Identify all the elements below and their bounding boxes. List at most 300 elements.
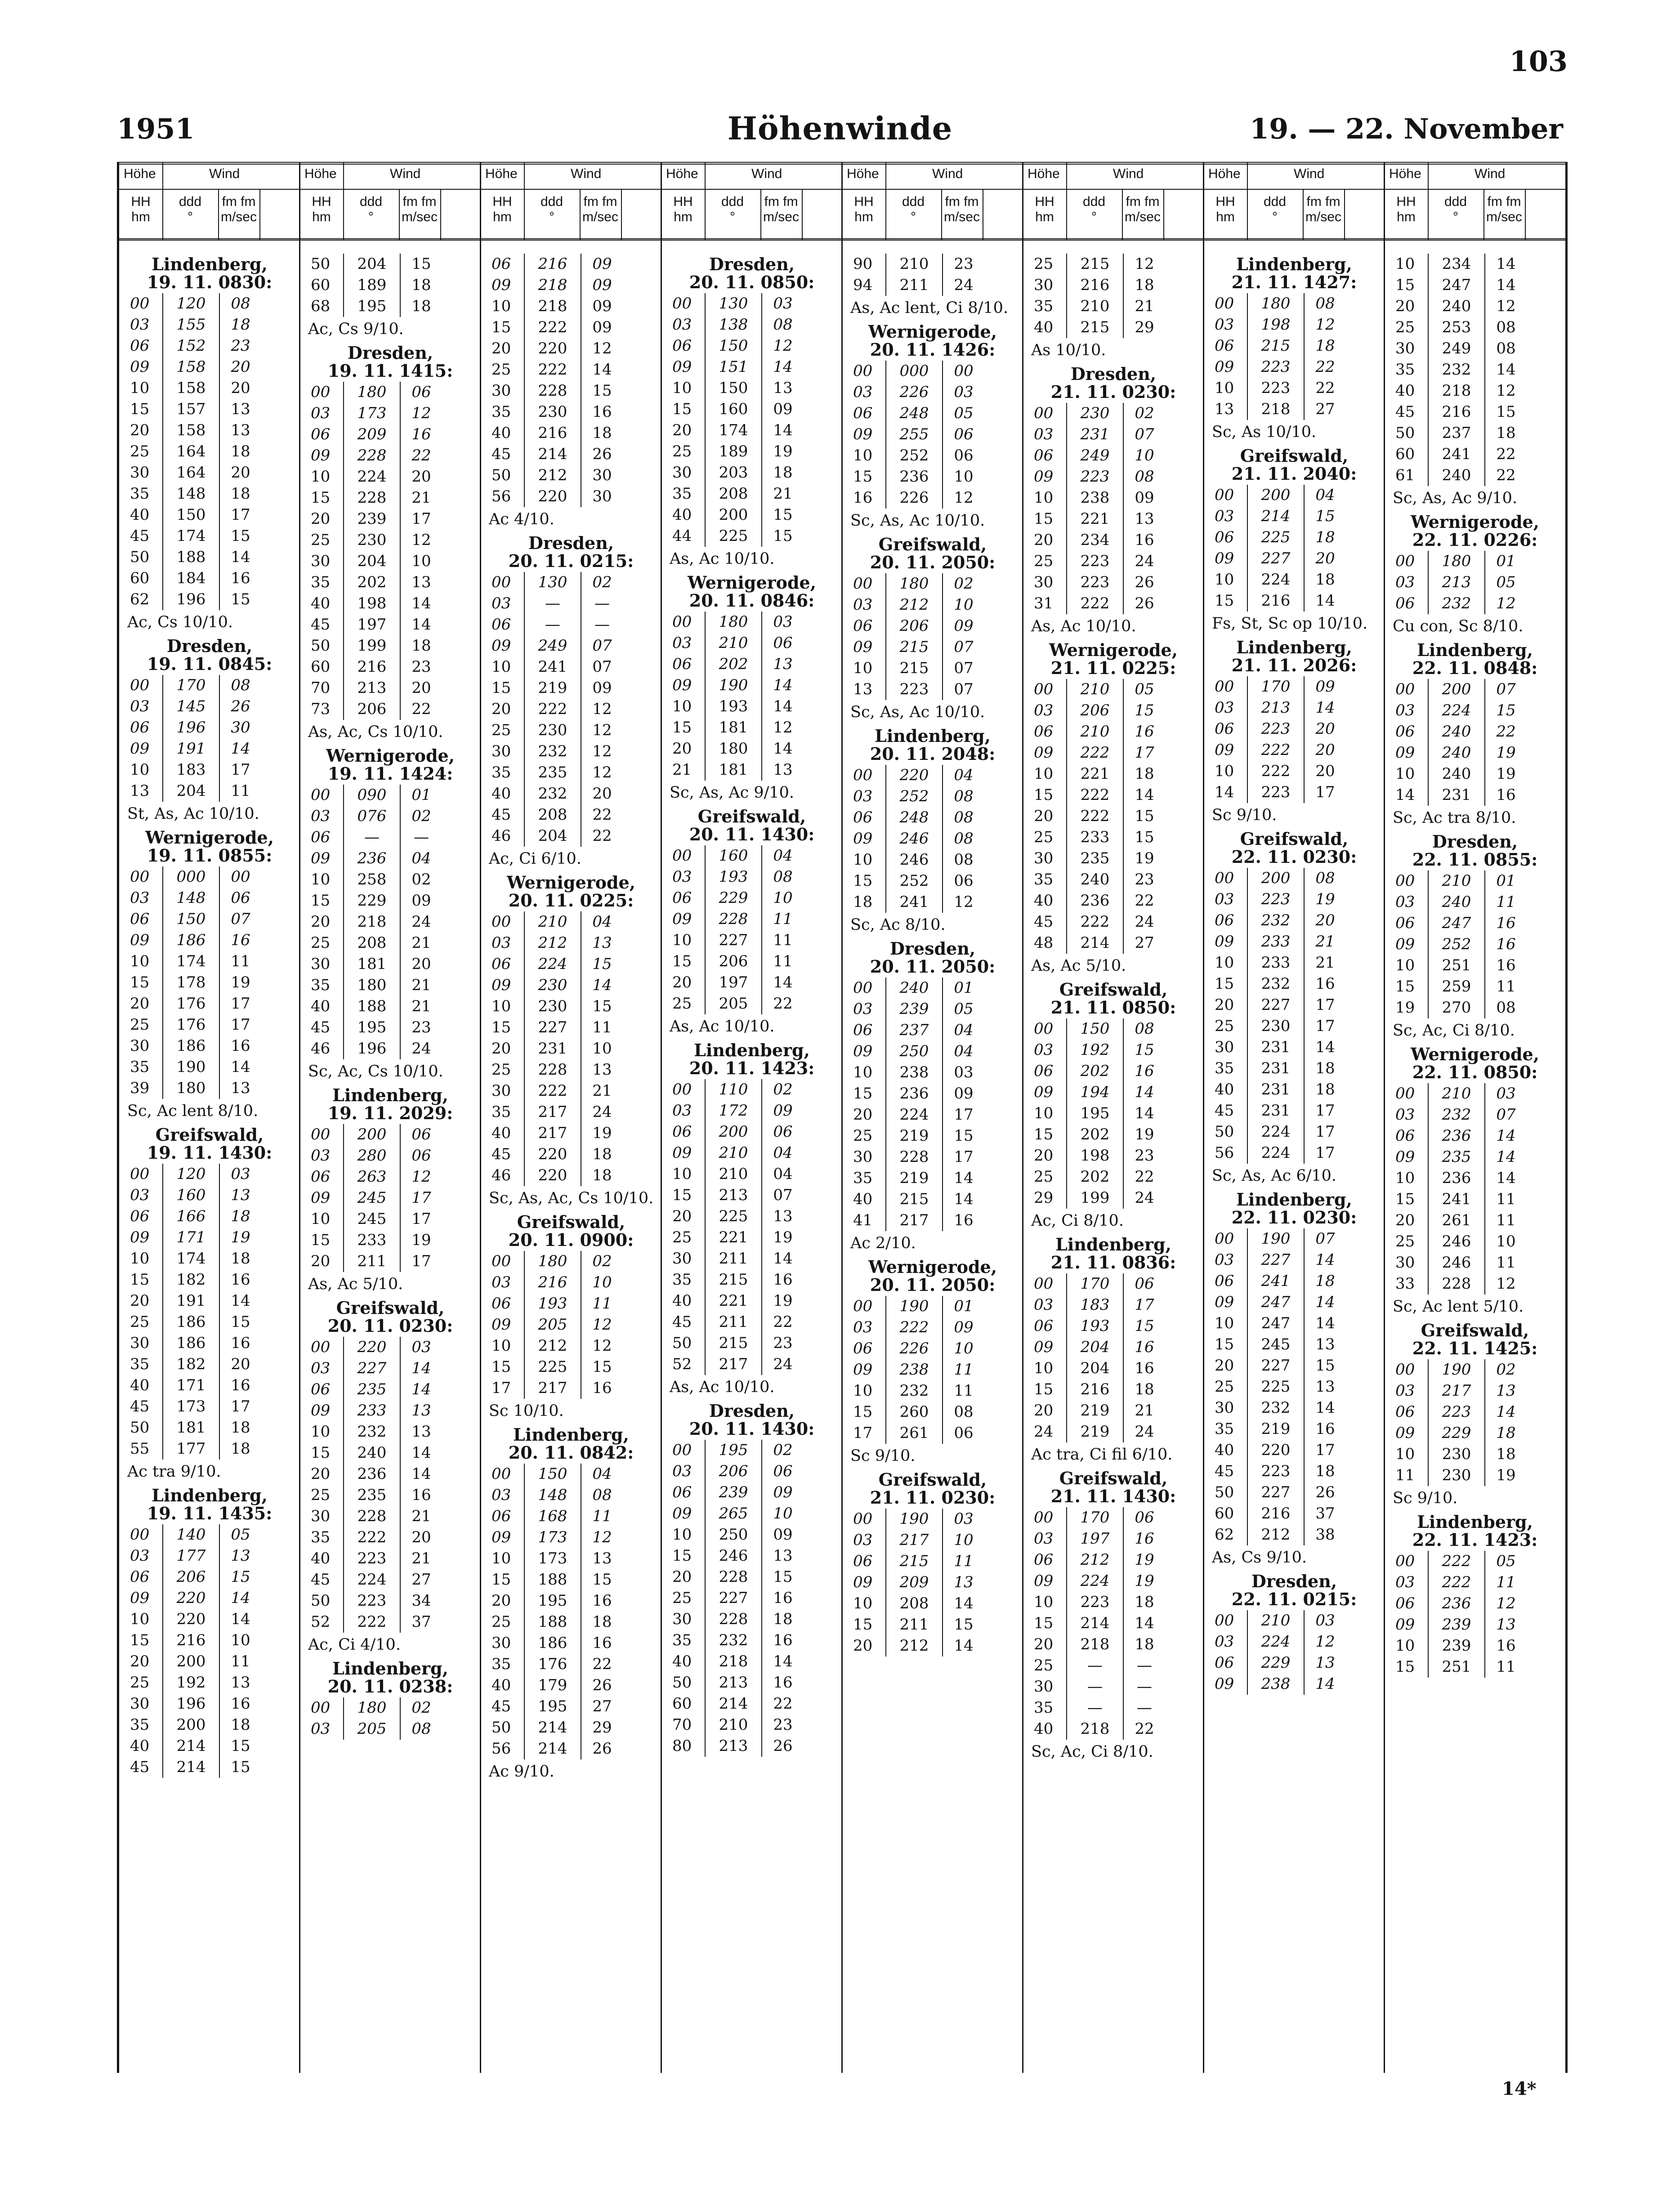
speed-cell: 20 <box>411 1528 431 1546</box>
direction-cell: 210 <box>1066 296 1124 317</box>
height-cell: 40 <box>672 506 692 524</box>
table-row <box>300 1251 481 1272</box>
direction-cell: 211 <box>705 1248 762 1269</box>
speed-cell: 22 <box>1315 379 1335 397</box>
table-row <box>481 1378 661 1399</box>
speed-cell: 16 <box>1135 1530 1154 1548</box>
table-row <box>1385 934 1565 955</box>
speed-cell: 15 <box>231 527 250 545</box>
table-row <box>842 1423 1023 1444</box>
station-name: Dresden, <box>1070 364 1157 384</box>
table-row <box>1204 293 1385 314</box>
header-ddd: ddd <box>902 194 925 209</box>
table-column <box>842 162 1023 2073</box>
direction-cell: 200 <box>1247 868 1305 889</box>
station-heading <box>1023 981 1204 1017</box>
table-row <box>661 909 842 930</box>
direction-cell: 210 <box>885 254 943 275</box>
direction-cell: 197 <box>343 614 401 635</box>
height-cell: 06 <box>130 1568 150 1586</box>
station-heading <box>1023 1236 1204 1272</box>
table-row <box>119 1014 300 1036</box>
height-cell: 30 <box>491 742 511 760</box>
header-hh: HH <box>854 194 874 209</box>
height-cell: 06 <box>130 1207 150 1225</box>
table-row <box>1204 910 1385 931</box>
table-row <box>842 1083 1023 1104</box>
height-cell: 15 <box>1034 1380 1054 1398</box>
header-hm: hm <box>312 210 331 224</box>
speed-cell: 17 <box>231 1397 250 1415</box>
table-row <box>1204 1419 1385 1440</box>
height-cell: 20 <box>1395 1211 1415 1229</box>
direction-cell: 218 <box>343 911 401 933</box>
height-cell: 15 <box>491 1571 511 1589</box>
height-cell: 03 <box>1395 1382 1415 1400</box>
table-row <box>119 1290 300 1312</box>
speed-cell: 14 <box>1315 1314 1335 1332</box>
table-row <box>300 551 481 572</box>
direction-cell: 205 <box>343 1719 401 1740</box>
direction-cell: 246 <box>705 1545 762 1567</box>
header-ms: m/sec <box>1486 210 1522 224</box>
table-row <box>1023 1145 1204 1166</box>
direction-cell: 191 <box>162 738 220 759</box>
table-row <box>842 679 1023 700</box>
speed-cell: 16 <box>1135 1359 1154 1377</box>
observation-list <box>1385 254 1565 486</box>
height-cell: 35 <box>1034 871 1054 888</box>
speed-cell: 22 <box>1496 723 1516 741</box>
speed-cell: 03 <box>773 295 793 313</box>
header-hm: hm <box>854 210 873 224</box>
table-row <box>481 720 661 741</box>
station-name: Lindenberg, <box>1055 1234 1171 1255</box>
height-cell: 10 <box>853 1382 873 1400</box>
height-cell: 09 <box>853 1573 873 1591</box>
direction-cell: 178 <box>162 972 220 993</box>
speed-cell: 37 <box>411 1613 431 1631</box>
direction-cell: 208 <box>343 933 401 954</box>
observation-list <box>481 1251 661 1399</box>
speed-cell: 17 <box>1315 1441 1335 1459</box>
height-cell: 03 <box>311 807 331 825</box>
height-cell: 15 <box>130 400 150 418</box>
height-cell: 30 <box>672 464 692 482</box>
column-body <box>119 252 300 2073</box>
height-cell: 40 <box>130 506 150 524</box>
height-cell: 10 <box>672 1526 692 1544</box>
table-row <box>1204 889 1385 910</box>
height-cell: 09 <box>853 425 873 443</box>
table-row <box>661 888 842 909</box>
table-row <box>661 1269 842 1290</box>
speed-cell: 23 <box>1135 871 1154 888</box>
speed-cell: 06 <box>231 889 250 907</box>
speed-cell: 14 <box>411 616 431 634</box>
header-hm: hm <box>674 210 693 224</box>
speed-cell: 18 <box>1496 424 1516 442</box>
height-cell: 25 <box>311 1486 331 1504</box>
height-cell: 06 <box>491 955 511 973</box>
direction-cell: 160 <box>162 1185 220 1206</box>
speed-cell: 07 <box>1135 425 1154 443</box>
height-cell: 50 <box>1215 1483 1234 1501</box>
direction-cell: 221 <box>1066 509 1124 530</box>
speed-cell: 18 <box>231 1419 250 1437</box>
direction-cell: 190 <box>162 1057 220 1078</box>
height-cell: 03 <box>1395 893 1415 911</box>
observation-list <box>1204 868 1385 1164</box>
station-date-time: 21. 11. 1427: <box>1231 272 1357 292</box>
height-cell: 03 <box>130 889 150 907</box>
speed-cell: 17 <box>1315 1144 1335 1162</box>
header-wind: Wind <box>1113 166 1144 181</box>
station-name: Wernigerode, <box>868 1257 997 1277</box>
speed-cell: 07 <box>1315 1230 1335 1248</box>
table-row <box>300 1230 481 1251</box>
table-row <box>1023 1634 1204 1655</box>
height-cell: 10 <box>853 659 873 677</box>
height-cell: 03 <box>1034 701 1054 719</box>
direction-cell: 260 <box>885 1402 943 1423</box>
table-row <box>1385 1572 1565 1593</box>
height-cell: 35 <box>311 573 331 591</box>
height-cell: 50 <box>311 255 331 273</box>
direction-cell: 209 <box>343 424 401 445</box>
height-cell: 03 <box>311 404 331 422</box>
direction-cell: 186 <box>162 930 220 951</box>
height-cell: 10 <box>311 468 331 486</box>
speed-cell: 19 <box>1135 1551 1154 1569</box>
direction-cell: 212 <box>1066 1549 1124 1571</box>
speed-cell: 30 <box>592 487 612 505</box>
station-heading <box>661 1402 842 1438</box>
height-cell: 00 <box>1215 486 1234 504</box>
station-name: Wernigerode, <box>688 572 816 593</box>
direction-cell: 000 <box>885 361 943 382</box>
header-dates: 19. — 22. November <box>1249 112 1563 145</box>
station-name: Lindenberg, <box>1236 254 1352 274</box>
header-ms: m/sec <box>1124 210 1161 224</box>
table-row <box>481 1612 661 1633</box>
speed-cell: 18 <box>1135 1635 1154 1653</box>
speed-cell: 13 <box>1496 1616 1516 1634</box>
speed-cell: 18 <box>773 464 793 482</box>
speed-cell: 12 <box>1315 1633 1335 1651</box>
speed-cell: 20 <box>411 468 431 486</box>
table-row <box>119 1651 300 1672</box>
table-row <box>842 1572 1023 1593</box>
speed-cell: 18 <box>1315 571 1335 589</box>
direction-cell: 227 <box>1247 1250 1305 1271</box>
speed-cell: 18 <box>411 297 431 315</box>
table-row <box>119 1736 300 1757</box>
direction-cell: 210 <box>1247 1610 1305 1631</box>
height-cell: 40 <box>1215 1080 1234 1098</box>
speed-cell: 01 <box>954 979 974 997</box>
direction-cell: 212 <box>885 594 943 616</box>
header-ff: fm fm <box>402 194 437 209</box>
direction-cell: 250 <box>885 1041 943 1062</box>
speed-cell: 13 <box>231 1547 250 1565</box>
speed-cell: 18 <box>231 1250 250 1268</box>
header-wind: Wind <box>1294 166 1325 181</box>
table-row <box>481 741 661 762</box>
direction-cell: 215 <box>885 1189 943 1210</box>
direction-cell: 173 <box>343 403 401 424</box>
table-row <box>661 378 842 399</box>
station-heading <box>1023 365 1204 401</box>
speed-cell: 26 <box>1315 1483 1335 1501</box>
speed-cell: 11 <box>773 952 793 970</box>
station-date-time: 19. 11. 1435: <box>147 1503 273 1523</box>
cloud-note: As, Ac 10/10. <box>670 1018 775 1036</box>
height-cell: 48 <box>1034 934 1054 952</box>
speed-cell: 06 <box>773 1462 793 1480</box>
table-row <box>300 954 481 975</box>
height-cell: 20 <box>491 339 511 357</box>
speed-cell: 19 <box>1496 765 1516 783</box>
speed-cell: 11 <box>954 1382 974 1400</box>
direction-cell: 247 <box>1247 1292 1305 1313</box>
direction-cell: 251 <box>1428 955 1485 976</box>
height-cell: 20 <box>672 421 692 439</box>
speed-cell: 07 <box>592 637 612 655</box>
direction-cell: 221 <box>705 1227 762 1248</box>
speed-cell: 12 <box>592 1316 612 1334</box>
height-cell: 35 <box>672 1631 692 1649</box>
direction-cell: 210 <box>524 911 581 933</box>
direction-cell: 225 <box>524 1357 581 1378</box>
height-cell: 06 <box>1034 723 1054 741</box>
speed-cell: 10 <box>954 1531 974 1549</box>
direction-cell: 110 <box>705 1079 762 1100</box>
speed-cell: 19 <box>1496 1466 1516 1484</box>
direction-cell: 204 <box>1066 1337 1124 1358</box>
speed-cell: 16 <box>773 1271 793 1289</box>
speed-cell: 16 <box>592 1379 612 1397</box>
direction-cell: 217 <box>885 1210 943 1231</box>
height-cell: 00 <box>130 1165 150 1183</box>
cloud-note: As, Ac lent, Ci 8/10. <box>850 299 1009 317</box>
station-heading <box>1385 641 1565 677</box>
direction-cell: 214 <box>162 1757 220 1778</box>
height-cell: 50 <box>130 1419 150 1437</box>
speed-cell: 18 <box>231 1716 250 1734</box>
speed-cell: 16 <box>231 931 250 949</box>
direction-cell: 258 <box>343 869 401 890</box>
table-row <box>661 1524 842 1545</box>
speed-cell: 16 <box>1496 786 1516 804</box>
height-cell: 25 <box>672 995 692 1013</box>
table-row <box>1204 697 1385 719</box>
speed-cell: 14 <box>592 976 612 994</box>
direction-cell: 222 <box>1247 761 1305 782</box>
table-row <box>1023 275 1204 296</box>
direction-cell: 188 <box>343 996 401 1017</box>
direction-cell: 215 <box>885 637 943 658</box>
height-cell: 03 <box>1034 1530 1054 1548</box>
speed-cell: 10 <box>411 552 431 570</box>
speed-cell: 14 <box>1315 699 1335 717</box>
speed-cell: 23 <box>231 337 250 355</box>
table-row <box>1023 1697 1204 1719</box>
station-name: Wernigerode, <box>507 872 635 893</box>
height-cell: 09 <box>672 1505 692 1522</box>
direction-cell: 222 <box>1428 1572 1485 1593</box>
speed-cell: 22 <box>592 827 612 845</box>
speed-cell: — <box>414 828 429 846</box>
table-row <box>119 1396 300 1417</box>
direction-cell: 224 <box>343 1569 401 1590</box>
direction-cell: 223 <box>1066 572 1124 593</box>
height-cell: 10 <box>491 658 511 676</box>
height-cell: 19 <box>1395 999 1415 1017</box>
direction-cell: 270 <box>1428 997 1485 1018</box>
direction-cell: 160 <box>705 399 762 420</box>
table-row <box>481 933 661 954</box>
height-cell: 30 <box>491 1634 511 1652</box>
height-cell: 40 <box>311 1549 331 1567</box>
table-row <box>1385 742 1565 763</box>
direction-cell: 223 <box>1428 1402 1485 1423</box>
observation-list <box>1385 871 1565 1018</box>
height-cell: 03 <box>311 1720 331 1738</box>
direction-cell: 151 <box>705 357 762 378</box>
direction-cell: 213 <box>1428 572 1485 593</box>
speed-cell: 02 <box>411 871 431 888</box>
speed-cell: 18 <box>1315 1272 1335 1290</box>
station-heading <box>1023 641 1204 677</box>
speed-cell: 11 <box>954 1552 974 1570</box>
station-name: Dresden, <box>709 254 795 274</box>
height-cell: 09 <box>1395 1616 1415 1634</box>
table-row <box>481 804 661 826</box>
height-cell: 13 <box>1215 400 1234 418</box>
height-cell: 40 <box>311 594 331 612</box>
speed-cell: 14 <box>231 1610 250 1628</box>
speed-cell: 12 <box>411 1168 431 1186</box>
direction-cell: 208 <box>705 483 762 505</box>
cloud-note: Sc, Ac, Ci 8/10. <box>1393 1022 1515 1040</box>
speed-cell: 26 <box>592 1740 612 1758</box>
speed-cell: 06 <box>954 446 974 464</box>
height-cell: 06 <box>1215 1654 1234 1672</box>
table-row <box>1023 1273 1204 1295</box>
table-column <box>481 162 661 2073</box>
station-date-time: 21. 11. 2026: <box>1231 655 1357 675</box>
table-row <box>842 1317 1023 1338</box>
observation-list <box>1204 1610 1385 1695</box>
table-row <box>481 1717 661 1738</box>
table-row <box>1385 275 1565 296</box>
height-cell: 10 <box>1215 379 1234 397</box>
height-cell: 09 <box>491 637 511 655</box>
table-row <box>1385 1444 1565 1465</box>
direction-cell: 200 <box>1428 679 1485 700</box>
height-cell: 30 <box>130 464 150 482</box>
table-row <box>1385 1593 1565 1614</box>
speed-cell: 16 <box>1496 1637 1516 1655</box>
height-cell: 45 <box>491 806 511 824</box>
speed-cell: 19 <box>1135 1125 1154 1143</box>
table-row <box>1204 1482 1385 1503</box>
table-row <box>661 357 842 378</box>
table-row <box>1023 1082 1204 1103</box>
direction-cell: 230 <box>1066 403 1124 424</box>
direction-cell: 206 <box>343 699 401 720</box>
direction-cell: 164 <box>162 462 220 483</box>
station-heading <box>842 1258 1023 1294</box>
height-cell: 30 <box>1215 1038 1234 1056</box>
station-heading <box>119 255 300 291</box>
table-row <box>1204 1121 1385 1143</box>
height-cell: 60 <box>311 276 331 294</box>
height-cell: 94 <box>853 276 873 294</box>
direction-cell: 202 <box>1066 1061 1124 1082</box>
direction-cell: 202 <box>343 572 401 593</box>
direction-cell: 216 <box>1066 1379 1124 1400</box>
direction-cell: 197 <box>1066 1528 1124 1549</box>
direction-cell: 222 <box>1428 1551 1485 1572</box>
station-heading <box>1385 513 1565 549</box>
speed-cell: 16 <box>231 569 250 587</box>
cloud-note: Sc, As, Ac 10/10. <box>850 512 985 530</box>
table-row <box>300 572 481 593</box>
table-row <box>481 975 661 996</box>
table-row <box>661 1440 842 1461</box>
direction-cell: 180 <box>705 738 762 759</box>
table-column <box>119 162 300 2073</box>
table-row <box>1385 1656 1565 1678</box>
direction-cell: 223 <box>1247 1461 1305 1482</box>
height-cell: 06 <box>672 1123 692 1141</box>
speed-cell: 22 <box>1496 445 1516 463</box>
direction-cell: 202 <box>705 654 762 675</box>
direction-cell: 232 <box>1247 973 1305 995</box>
speed-cell: 11 <box>954 1361 974 1379</box>
height-cell: 00 <box>1395 1085 1415 1103</box>
table-row <box>1385 1423 1565 1444</box>
height-cell: 10 <box>1034 1104 1054 1122</box>
speed-cell: 08 <box>1496 339 1516 357</box>
speed-cell: 13 <box>1315 1654 1335 1672</box>
direction-cell: 236 <box>343 1464 401 1485</box>
station-name: Lindenberg, <box>152 254 268 274</box>
header-ddd: ddd <box>1444 194 1467 209</box>
height-cell: 00 <box>1034 1275 1054 1293</box>
table-row <box>1204 1503 1385 1524</box>
speed-cell: 30 <box>592 466 612 484</box>
speed-cell: 19 <box>773 1228 793 1246</box>
direction-cell: 196 <box>162 589 220 610</box>
height-cell: 06 <box>491 616 511 634</box>
table-row <box>300 699 481 720</box>
table-row <box>481 1633 661 1654</box>
speed-cell: 18 <box>1135 1380 1154 1398</box>
speed-cell: 16 <box>1135 1062 1154 1080</box>
direction-cell: 238 <box>885 1359 943 1380</box>
direction-cell: 236 <box>885 466 943 487</box>
table-row <box>1023 1188 1204 1209</box>
direction-cell: 230 <box>1428 1444 1485 1465</box>
header-hoehe: Höhe <box>304 166 337 181</box>
header-ddd: ddd <box>359 194 383 209</box>
table-row <box>1204 868 1385 889</box>
table-row <box>661 462 842 483</box>
speed-cell: 22 <box>592 1655 612 1673</box>
